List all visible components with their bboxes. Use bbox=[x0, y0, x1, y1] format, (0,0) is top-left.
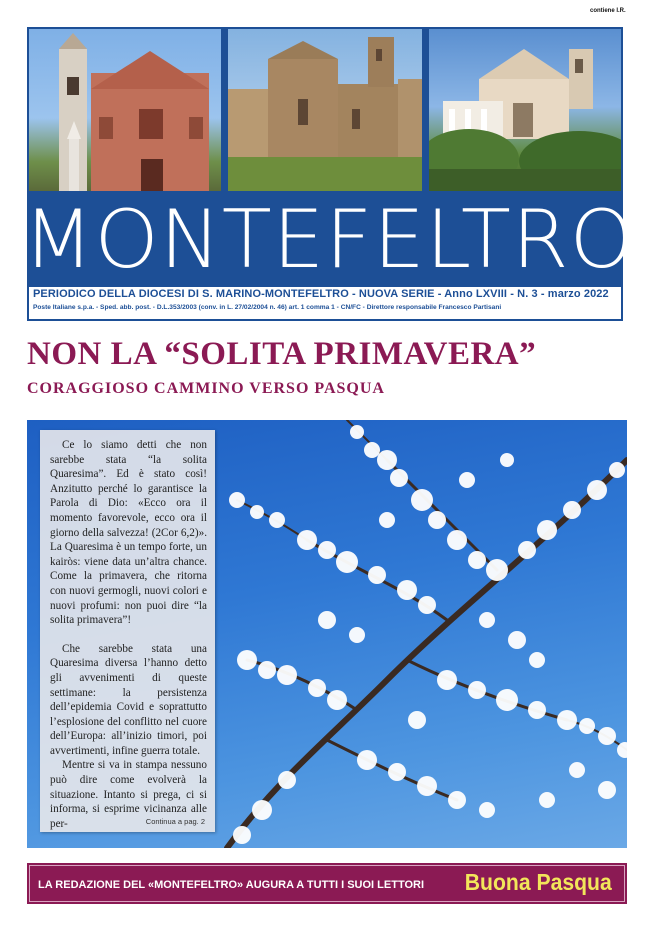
masthead-info-strip bbox=[29, 287, 621, 319]
edition-note: contiene I.R. bbox=[590, 8, 626, 14]
romanesque-cathedral-photo bbox=[228, 29, 422, 191]
masthead bbox=[23, 193, 635, 321]
article-paragraph-2: Che sarebbe stata una Quaresima diversa l’hanno detto gli avvenimenti di queste settimane: la persistenza dell’epidemia Covid e soprattutto l’esplosione del conflitto nel cuore dell’Europa: all’inizio timori, poi avvertimenti, infine guerra totale. bbox=[50, 642, 207, 757]
main-headline: NON LA “SOLITA PRIMAVERA” bbox=[27, 336, 537, 372]
newspaper-title: MONTEFELTRO bbox=[23, 193, 635, 286]
article-body bbox=[50, 438, 207, 831]
banner-accent-text: Buona Pasqua bbox=[465, 869, 612, 895]
banner-frame bbox=[29, 865, 625, 902]
photo-strip bbox=[27, 27, 623, 193]
sub-headline: CORAGGIOSO CAMMINO VERSO PASQUA bbox=[27, 380, 385, 397]
church-facade-photo bbox=[29, 29, 221, 191]
periodical-info-line: PERIODICO DELLA DIOCESI DI S. MARINO-MONTEFELTRO - NUOVA SERIE - Anno LXVIII - N. 3 - marzo 2022 bbox=[33, 288, 609, 300]
postal-info-line: Poste Italiane s.p.a. - Sped. abb. post. - D.L.353/2003 (conv. in L. 27/02/2004 n. 46) art. 1 comma 1 - CN/FC - Direttore responsabile Francesco Partisani bbox=[33, 304, 502, 311]
article-paragraph-1: Ce lo siamo detti che non sarebbe stata “la solita Quaresima”. Ed è stato così! Anzitutto perché lo garantisce la Parola di Dio: «Ecco ora il momento favorevole, ecco ora il giorno della salvezza! (2Cor 6,2)». La Quaresima è un tempo forte, un kairòs: viene data un’altra chance. Come la primavera, che ritorna con nuovi germogli, nuovi colori e nuovi profumi: non puoi dire “la solita primavera”! bbox=[50, 439, 207, 627]
continue-note[interactable]: Continua a pag. 2 bbox=[145, 817, 205, 826]
article-paragraph-3: Mentre si va in stampa nessuno può dire come evolverà la situazione. Intanto si prega, ci si informa, si esprime vicinanza alle per- bbox=[50, 759, 207, 830]
masthead-title-panel bbox=[23, 193, 635, 286]
article-box bbox=[40, 430, 215, 832]
easter-greeting-banner bbox=[27, 863, 627, 904]
sanctuary-photo bbox=[429, 29, 621, 191]
banner-text: LA REDAZIONE DEL «MONTEFELTRO» AUGURA A TUTTI I SUOI LETTORI bbox=[38, 879, 425, 891]
